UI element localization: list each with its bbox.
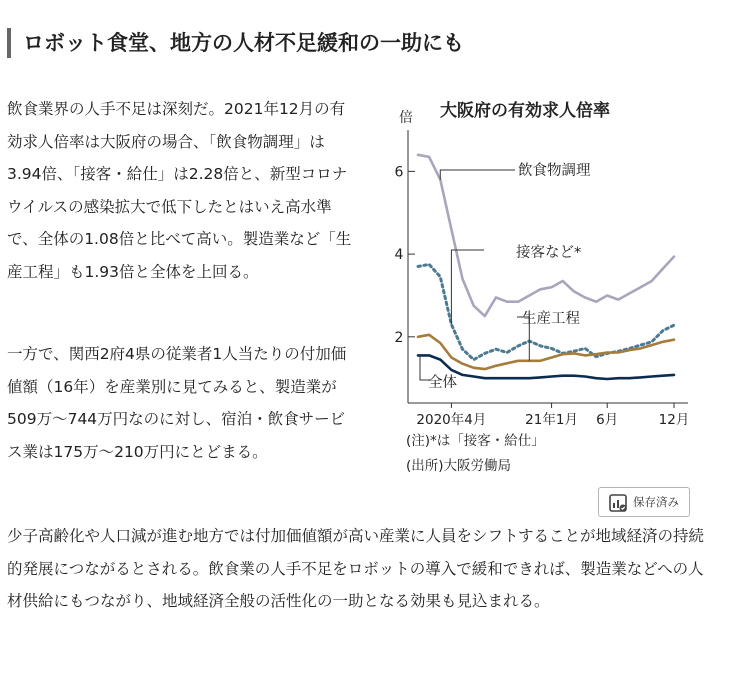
article-paragraph-2: 一方で、関西2府4県の従業者1人当たりの付加価値額（16年）を産業別に見てみると、製造業が509万～744万円なのに対し、宿泊・飲食サービス業は175万～210万円にとどまる。 [7,345,347,461]
y-tick-label: 4 [394,247,404,264]
x-tick-label: 21年1月 [525,412,578,428]
series-label: 接客など* [516,245,582,261]
series-line-2 [418,335,674,369]
chart-note: (注)*は「接客・給仕」 [406,433,545,449]
series-label: 全体 [428,375,457,391]
article-title: ロボット食堂、地方の人材不足緩和の一助にも [23,31,464,55]
series-label: 生産工程 [522,311,580,327]
series-leader-line [440,170,515,180]
bookmark-saved-icon [609,494,627,512]
chart-title: 大阪府の有効求人倍率 [440,101,610,121]
article-paragraph-3: 少子高齢化や人口減が進む地方では付加価値額が高い産業に人員をシフトすることが地域経済の持続的発展につながるとされる。飲食業の人手不足をロボットの導入で緩和できれば、製造業などへの人材供給にもつながり、地域経済全般の活性化の一助となる効果も見込まれる。 [7,527,705,610]
series-label: 飲食物調理 [518,163,591,179]
article-paragraph-1: 飲食業界の人手不足は深刻だ。2021年12月の有効求人倍率は大阪府の場合、「飲食物調理」は3.94倍、「接客・給仕」は2.28倍と、新型コロナウイルスの感染拡大で低下したとはいえ高水準で、全体の1.08倍と比べて高い。製造業など「生産工程」も1.93倍と全体を上回る。 [7,100,352,281]
x-tick-label: 6月 [596,412,619,428]
job-offer-ratio-chart [388,90,698,480]
y-tick-label: 2 [394,329,404,346]
save-button[interactable] [598,487,690,517]
series-leader-line [451,250,484,324]
save-button-label: 保存済み [633,495,679,509]
y-tick-label: 6 [394,164,404,181]
chart-source: (出所)大阪労働局 [406,458,512,474]
heading-accent-bar [7,28,11,58]
x-tick-label: 2020年4月 [416,412,487,428]
x-tick-label: 12月 [658,412,690,428]
y-axis-unit: 倍 [399,110,413,126]
article-heading [7,26,727,60]
